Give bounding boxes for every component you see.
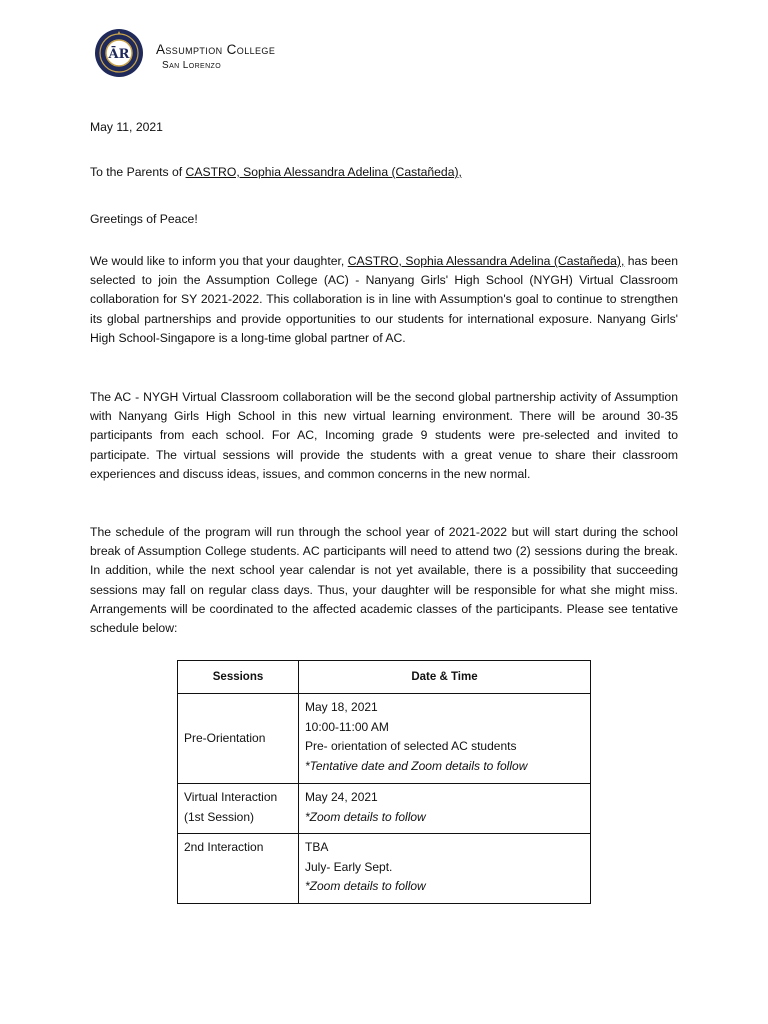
row2-session-line2: (1st Session) [184, 809, 255, 824]
greeting: Greetings of Peace! [90, 212, 198, 226]
row3-details [299, 834, 591, 904]
row2-session-line1: Virtual Interaction [184, 790, 278, 804]
row3-date: TBA [305, 840, 329, 854]
table-row [178, 834, 591, 904]
row3-period: July- Early Sept. [305, 859, 393, 874]
header-sessions: Sessions [178, 661, 299, 694]
row1-time: 10:00-11:00 AM [305, 719, 389, 734]
table-row [178, 784, 591, 834]
header-date-time: Date & Time [299, 661, 591, 694]
row1-date: May 18, 2021 [305, 700, 378, 714]
row3-note: *Zoom details to follow [305, 879, 426, 893]
row1-session: Pre-Orientation [178, 694, 299, 784]
svg-text:ĀR: ĀR [108, 47, 130, 62]
row2-details [299, 784, 591, 834]
row2-note: *Zoom details to follow [305, 809, 426, 824]
paragraph-2: The AC - NYGH Virtual Classroom collaboration will be the second global partnership activity of Assumption with Nanyang Girls High School in this new virtual learning environment. There will be around 30-35 participants from each school. For AC, Incoming grade 9 students were pre-selected and invited to participate. The virtual sessions will provide the students with a great venue to share their classroom experiences and discuss ideas, issues, and common concerns in the new normal. [90, 390, 678, 481]
salutation [90, 163, 678, 182]
row1-details [299, 694, 591, 784]
salutation-prefix: To the Parents of [90, 165, 186, 179]
paragraph-3: The schedule of the program will run through the school year of 2021-2022 but will start during the school break of Assumption College students. AC participants will need to attend two (2) sessions during the break. In addition, while the next school year calendar is not yet available, there is a possibility that succeeding sessions may fall on regular class days. Thus, your daughter will be responsible for what she might miss. Arrangements will be coordinated to the affected academic classes of the participants. Please see tentative schedule below: [90, 525, 678, 636]
row1-note: *Tentative date and Zoom details to follow [305, 758, 528, 773]
letter-date: May 11, 2021 [90, 120, 163, 134]
letterhead [94, 28, 394, 78]
school-seal-icon [94, 28, 144, 78]
row2-session [178, 784, 299, 834]
row3-session: 2nd Interaction [178, 834, 299, 904]
school-campus: San Lorenzo [162, 60, 222, 71]
table-row [178, 694, 591, 784]
schedule-table [177, 660, 591, 904]
paragraph-1 [90, 252, 678, 348]
schedule-header-row [178, 661, 591, 694]
school-name: Assumption College [156, 42, 276, 57]
para1-after: has been selected to join the Assumption College (AC) - Nanyang Girls' High School (NYGH) Virtual Classroom collaboration for SY 2021-2022. This collaboration is in line with Assumption's goal to continue to strengthen its global partnerships and provide opportunities to our students for international exposure. Nanyang Girls' High School-Singapore is a long-time global partner of AC. [90, 254, 678, 345]
para1-before: We would like to inform you that your daughter, [90, 254, 348, 268]
para1-student-name: CASTRO, Sophia Alessandra Adelina (Castañeda), [347, 254, 625, 268]
row2-date: May 24, 2021 [305, 790, 378, 804]
row1-desc: Pre- orientation of selected AC students [305, 739, 517, 753]
salutation-student-name: CASTRO, Sophia Alessandra Adelina (Castañeda), [185, 165, 462, 179]
